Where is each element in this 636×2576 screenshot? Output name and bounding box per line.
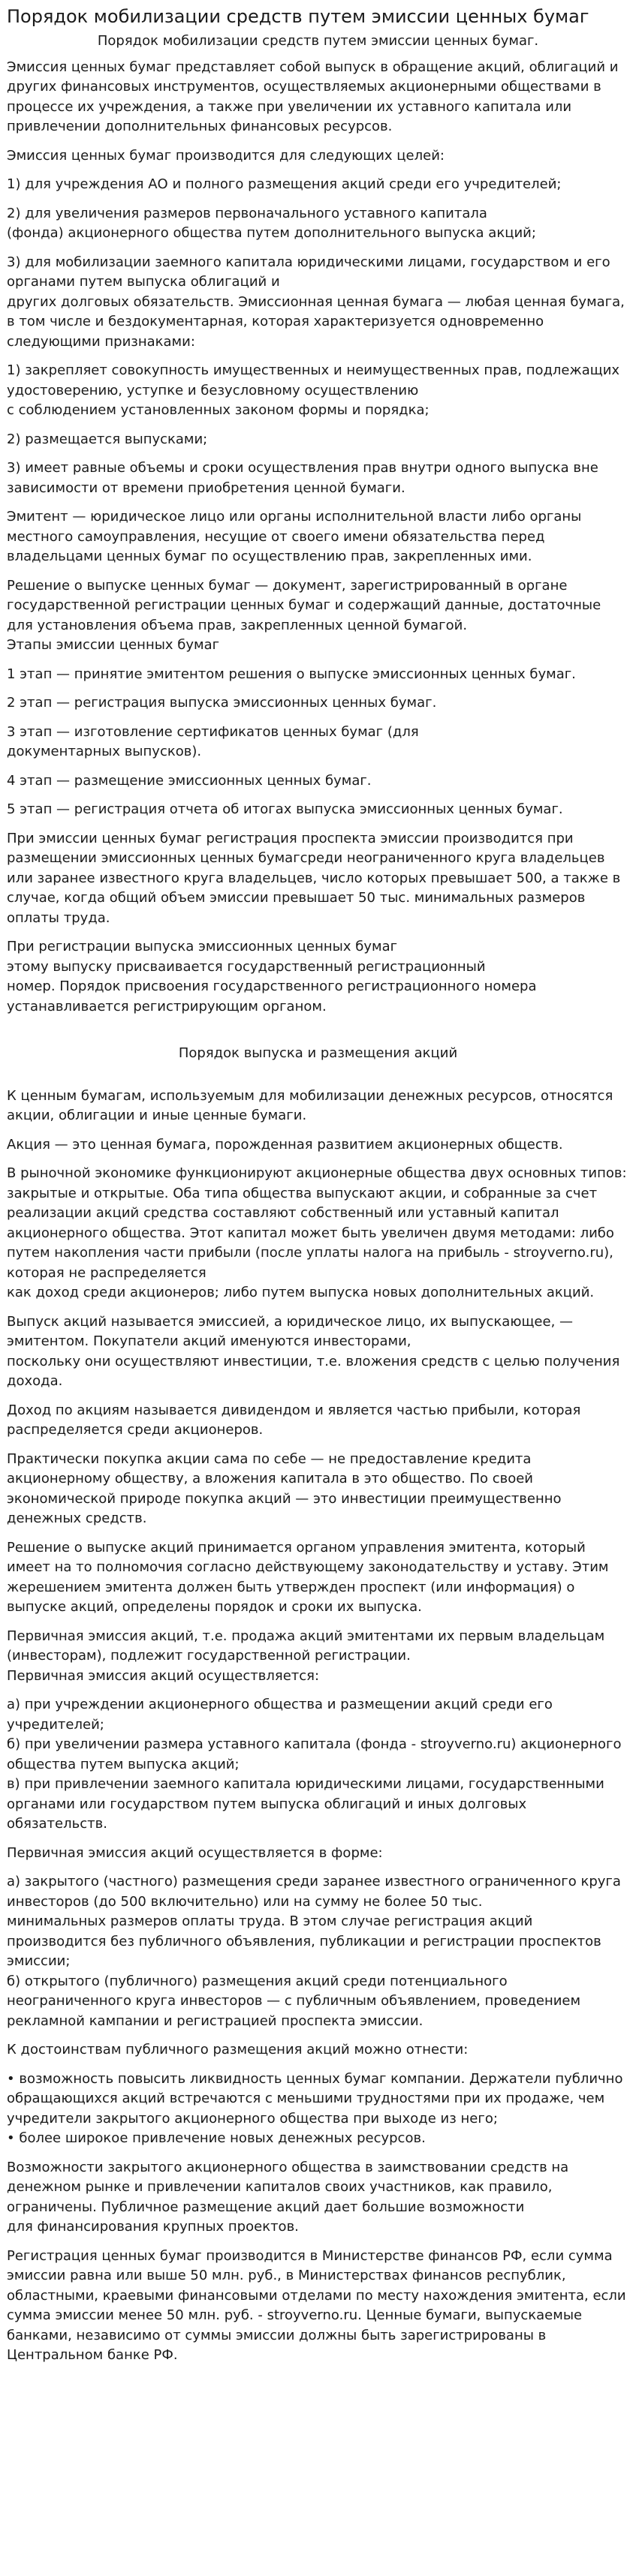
paragraph: К достоинствам публичного размещения акций можно отнести: xyxy=(7,2042,469,2057)
section-title-shares: Порядок выпуска и размещения акций xyxy=(178,1045,458,1061)
page-title: Порядок мобилизации средств путем эмиссии ценных бумаг xyxy=(7,6,589,27)
paragraph: а) при учреждении акционерного общества и размещении акций среди его учредителей; б) при увеличении размера уставного капитала (фонда - stroyverno.ru) акционерного общества путем выпуска акций; в) при привлечении заемного капитала юридическими лицами, государственными органами или государством путем выпуска облигаций и иных долговых обязательств. xyxy=(7,1697,622,1832)
paragraph: Эмиссия ценных бумаг производится для следующих целей: xyxy=(7,147,445,164)
paragraph: Практически покупка акции сама по себе — не предоставление кредита акционерному обществу, а вложения капитала в это общество. По своей экономической природе покупка акций — это инвестиции преимущественно денежных средств. xyxy=(7,1450,562,1526)
paragraph: 3) имеет равные объемы и сроки осуществления прав внутри одного выпуска вне зависимости от времени приобретения ценной бумаги. xyxy=(7,460,598,496)
paragraph: 5 этап — регистрация отчета об итогах выпуска эмиссионных ценных бумаг. xyxy=(7,801,563,817)
paragraph: 1) для учреждения АО и полного размещения акций среди его учредителей; xyxy=(7,176,562,192)
page-subtitle: Порядок мобилизации средств путем эмиссии ценных бумаг. xyxy=(97,33,539,49)
paragraph: Первичная эмиссия акций, т.е. продажа акций эмитентами их первым владельцам (инвесторам), подлежит государственной регистрации. Первичная эмиссия акций осуществляется: xyxy=(7,1628,605,1684)
paragraph: В рыночной экономике функционируют акционерные общества двух основных типов: закрытые и открытые. Оба типа общества выпускают акции, и собранные за счет реализации акций средства составляют собственный или уставный капитал акционерного общества. Этот капитал может быть увеличен двумя методами: либо путем накопления части прибыли (после уплаты налога на прибыль - stroyverno.ru), которая не распределяется как доход среди акционеров; либо путем выпуска новых дополнительных акций. xyxy=(7,1165,627,1300)
paragraph: Эмиссия ценных бумаг представляет собой выпуск в обращение акций, облигаций и других финансовых инструментов, осуществляемых акционерными обществами в процессе их учреждения, а также при увеличении их уставного капитала или привлечении дополнительных финансовых ресурсов. xyxy=(7,59,619,134)
paragraph: Акция — это ценная бумага, порожденная развитием акционерных обществ. xyxy=(7,1136,563,1153)
paragraph: Регистрация ценных бумаг производится в Министерстве финансов РФ, если сумма эмиссии равна или выше 50 млн. руб., в Министерствах финансов республик, областными, краевыми финансовыми отделами по месту нахождения эмитента, если сумма эмиссии менее 50 млн. руб. - stroyverno.ru. Ценные бумаги, выпускаемые банками, независимо от суммы эмиссии должны быть зарегистрированы в Центральном банке РФ. xyxy=(7,2247,626,2363)
paragraph: а) закрытого (частного) размещения среди заранее известного ограниченного круга инвесторов (до 500 включительно) или на сумму не более 50 тыс. минимальных размеров оплаты труда. В этом случае регистрация акций производится без публичного объявления, публикации и регистрации проспектов эмиссии; б) открытого (публичного) размещения акций среди потенциального неограниченного круга инвесторов — с публичным объявлением, проведением рекламной кампании и регистрацией проспекта эмиссии. xyxy=(7,1874,621,2029)
paragraph: 3) для мобилизации заемного капитала юридическими лицами, государством и его органами путем выпуска облигаций и других долговых обязательств. Эмиссионная ценная бумага — любая ценная бумага, в том числе и бездокументарная, которая характеризуется одновременно следующими признаками: xyxy=(7,254,625,350)
paragraph: При эмиссии ценных бумаг регистрация проспекта эмиссии производится при размещении эмиссионных ценных бумагсреди неограниченного круга владельцев или заранее известного круга владельцев, число которых превышает 500, а также в случае, когда общий объем эмиссии превышает 50 тыс. минимальных размеров оплаты труда. xyxy=(7,830,621,926)
paragraph: При регистрации выпуска эмиссионных ценных бумаг этому выпуску присваивается государственный регистрационный номер. Порядок присвоения государственного регистрационного номера устанавливается регистрирующим органом. xyxy=(7,939,537,1014)
paragraph: Выпуск акций называется эмиссией, а юридическое лицо, их выпускающее, — эмитентом. Покупатели акций именуются инвесторами, поскольку они осуществляют инвестиции, т.е. вложения средств с целью получения дохода. xyxy=(7,1313,620,1389)
paragraph: 1 этап — принятие эмитентом решения о выпуске эмиссионных ценных бумаг. xyxy=(7,666,576,682)
paragraph: Эмитент — юридическое лицо или органы исполнительной власти либо органы местного самоуправления, несущие от своего имени обязательства перед владельцами ценных бумаг по осуществлению прав, закрепленных ими. xyxy=(7,509,582,564)
paragraph: Доход по акциям называется дивидендом и является частью прибыли, которая распределяется среди акционеров. xyxy=(7,1402,581,1438)
section-emission xyxy=(7,58,629,1017)
paragraph: 2) для увеличения размеров первоначального уставного капитала (фонда) акционерного общества путем дополнительного выпуска акций; xyxy=(7,205,536,241)
paragraph: Первичная эмиссия акций осуществляется в форме: xyxy=(7,1844,383,1861)
paragraph: 3 этап — изготовление сертификатов ценных бумаг (для документарных выпусков). xyxy=(7,723,419,759)
paragraph: Решение о выпуске акций принимается органом управления эмитента, который имеет на то полномочия согласно действующему законодательству и уставу. Этим жерешением эмитента должен быть утвержден проспект (или информация) о выпуске акций, определены порядок и сроки их выпуска. xyxy=(7,1539,609,1615)
paragraph: 2 этап — регистрация выпуска эмиссионных ценных бумаг. xyxy=(7,695,437,711)
paragraph: К ценным бумагам, используемым для мобилизации денежных ресурсов, относятся акции, облигации и иные ценные бумаги. xyxy=(7,1087,613,1123)
paragraph: 4 этап — размещение эмиссионных ценных бумаг. xyxy=(7,772,372,789)
paragraph: 1) закрепляет совокупность имущественных и неимущественных прав, подлежащих удостоверению, уступке и безусловному осуществлению с соблюдением установленных законом формы и порядка; xyxy=(7,362,620,418)
paragraph: 2) размещается выпусками; xyxy=(7,431,208,447)
paragraph: Решение о выпуске ценных бумаг — документ, зарегистрированный в органе государственной регистрации ценных бумаг и содержащий данные, достаточные для установления объема прав, закрепленных ценной бумагой. Этапы эмиссии ценных бумаг xyxy=(7,577,601,653)
paragraph: Возможности закрытого акционерного общества в заимствовании средств на денежном рынке и привлечении капиталов своих участников, как правило, ограничены. Публичное размещение акций дает большие возможности для финансирования крупных проектов. xyxy=(7,2159,569,2235)
paragraph: • возможность повысить ликвидность ценных бумаг компании. Держатели публично обращающихся акций встречаются с меньшими трудностями при их продаже, чем учредители закрытого акционерного общества при выходе из него; • более широкое привлечение новых денежных ресурсов. xyxy=(7,2070,623,2146)
section-shares xyxy=(7,1087,629,2366)
